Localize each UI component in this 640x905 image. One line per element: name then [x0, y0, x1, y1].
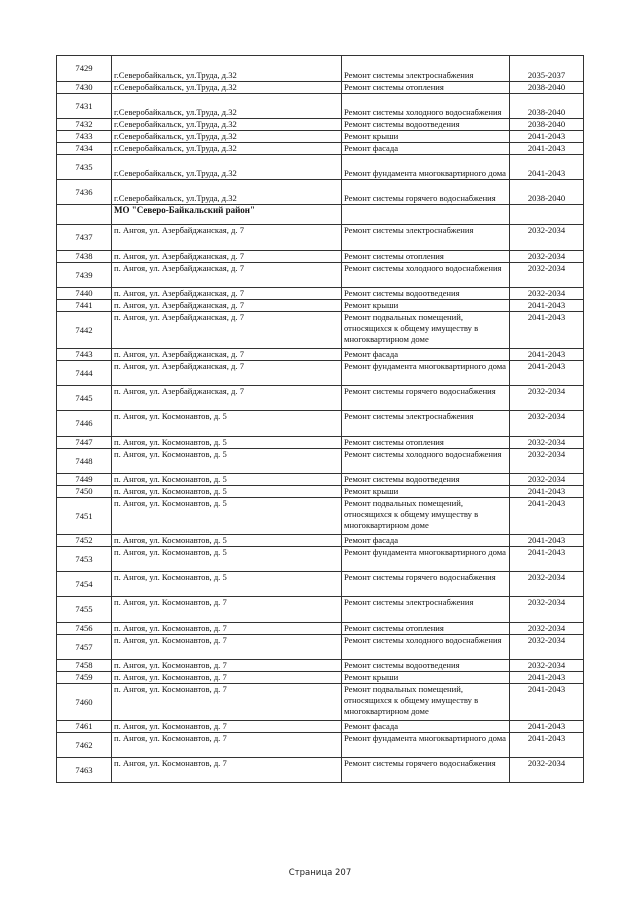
table-row — [57, 82, 584, 94]
work-cell: Ремонт подвальных помещений, относящихся к общему имуществу в многоквартирном доме — [342, 684, 510, 721]
address-cell: п. Ангоя, ул. Космонавтов, д. 7 — [112, 672, 342, 684]
row-number-cell: 7431 — [57, 94, 112, 119]
row-number-cell: 7437 — [57, 225, 112, 251]
row-number-cell: 7448 — [57, 449, 112, 474]
capital-repair-table — [56, 55, 584, 783]
table-row — [57, 733, 584, 758]
work-cell: Ремонт системы холодного водоснабжения — [342, 635, 510, 660]
address-cell: п. Ангоя, ул. Космонавтов, д. 7 — [112, 660, 342, 672]
years-cell: 2041-2043 — [510, 349, 584, 361]
years-cell: 2041-2043 — [510, 361, 584, 386]
table-row — [57, 535, 584, 547]
row-number-cell — [57, 205, 112, 225]
table-row — [57, 180, 584, 205]
years-cell: 2032-2034 — [510, 386, 584, 411]
work-cell: Ремонт крыши — [342, 131, 510, 143]
years-cell: 2032-2034 — [510, 758, 584, 783]
work-cell: Ремонт системы холодного водоснабжения — [342, 94, 510, 119]
work-cell: Ремонт подвальных помещений, относящихся к общему имуществу в многоквартирном доме — [342, 498, 510, 535]
address-cell: п. Ангоя, ул. Космонавтов, д. 7 — [112, 684, 342, 721]
address-cell: п. Ангоя, ул. Азербайджанская, д. 7 — [112, 361, 342, 386]
row-number-cell: 7453 — [57, 547, 112, 572]
years-cell: 2032-2034 — [510, 597, 584, 623]
address-cell: г.Северобайкальск, ул.Труда, д.32 — [112, 155, 342, 180]
table-row — [57, 437, 584, 449]
work-cell: Ремонт крыши — [342, 486, 510, 498]
table-row — [57, 288, 584, 300]
work-cell: Ремонт фасада — [342, 143, 510, 155]
years-cell: 2032-2034 — [510, 572, 584, 597]
work-cell: Ремонт крыши — [342, 672, 510, 684]
years-cell: 2032-2034 — [510, 449, 584, 474]
row-number-cell: 7450 — [57, 486, 112, 498]
row-number-cell: 7446 — [57, 411, 112, 437]
row-number-cell: 7447 — [57, 437, 112, 449]
years-cell: 2038-2040 — [510, 119, 584, 131]
row-number-cell: 7432 — [57, 119, 112, 131]
work-cell: Ремонт системы холодного водоснабжения — [342, 449, 510, 474]
address-cell: п. Ангоя, ул. Космонавтов, д. 7 — [112, 758, 342, 783]
work-cell: Ремонт системы холодного водоснабжения — [342, 263, 510, 288]
row-number-cell: 7459 — [57, 672, 112, 684]
row-number-cell: 7440 — [57, 288, 112, 300]
work-cell: Ремонт системы электроснабжения — [342, 56, 510, 82]
table-row — [57, 263, 584, 288]
address-cell: п. Ангоя, ул. Космонавтов, д. 5 — [112, 474, 342, 486]
row-number-cell: 7445 — [57, 386, 112, 411]
address-cell: п. Ангоя, ул. Космонавтов, д. 5 — [112, 411, 342, 437]
address-cell: г.Северобайкальск, ул.Труда, д.32 — [112, 131, 342, 143]
work-cell: Ремонт системы электроснабжения — [342, 225, 510, 251]
work-cell: Ремонт системы водоотведения — [342, 119, 510, 131]
table-row — [57, 498, 584, 535]
table-row — [57, 623, 584, 635]
work-cell: Ремонт фасада — [342, 349, 510, 361]
address-cell: п. Ангоя, ул. Азербайджанская, д. 7 — [112, 300, 342, 312]
table-row — [57, 119, 584, 131]
table-row — [57, 300, 584, 312]
years-cell: 2041-2043 — [510, 131, 584, 143]
years-cell: 2041-2043 — [510, 672, 584, 684]
row-number-cell: 7457 — [57, 635, 112, 660]
table-row — [57, 721, 584, 733]
address-cell: г.Северобайкальск, ул.Труда, д.32 — [112, 56, 342, 82]
work-cell: Ремонт системы водоотведения — [342, 660, 510, 672]
work-cell: Ремонт системы горячего водоснабжения — [342, 386, 510, 411]
years-cell: 2032-2034 — [510, 251, 584, 263]
address-cell: п. Ангоя, ул. Космонавтов, д. 5 — [112, 437, 342, 449]
address-cell: п. Ангоя, ул. Азербайджанская, д. 7 — [112, 386, 342, 411]
table-row — [57, 143, 584, 155]
table-row — [57, 251, 584, 263]
work-cell: Ремонт крыши — [342, 300, 510, 312]
years-cell: 2038-2040 — [510, 82, 584, 94]
address-cell: п. Ангоя, ул. Космонавтов, д. 7 — [112, 721, 342, 733]
work-cell: Ремонт системы электроснабжения — [342, 411, 510, 437]
address-cell: п. Ангоя, ул. Космонавтов, д. 7 — [112, 733, 342, 758]
row-number-cell: 7455 — [57, 597, 112, 623]
work-cell: Ремонт фундамента многоквартирного дома — [342, 361, 510, 386]
row-number-cell: 7434 — [57, 143, 112, 155]
row-number-cell: 7460 — [57, 684, 112, 721]
work-cell: Ремонт фундамента многоквартирного дома — [342, 155, 510, 180]
work-cell: Ремонт фундамента многоквартирного дома — [342, 547, 510, 572]
years-cell: 2041-2043 — [510, 300, 584, 312]
table-row — [57, 572, 584, 597]
years-cell: 2032-2034 — [510, 288, 584, 300]
row-number-cell: 7435 — [57, 155, 112, 180]
row-number-cell: 7449 — [57, 474, 112, 486]
table-row — [57, 225, 584, 251]
table-row — [57, 131, 584, 143]
work-cell: Ремонт системы отопления — [342, 82, 510, 94]
table-row — [57, 672, 584, 684]
table-row — [57, 312, 584, 349]
address-cell: п. Ангоя, ул. Космонавтов, д. 5 — [112, 547, 342, 572]
table-row — [57, 411, 584, 437]
years-cell: 2032-2034 — [510, 660, 584, 672]
work-cell: Ремонт системы горячего водоснабжения — [342, 180, 510, 205]
address-cell: г.Северобайкальск, ул.Труда, д.32 — [112, 94, 342, 119]
work-cell — [342, 205, 510, 225]
table-row — [57, 547, 584, 572]
address-cell: п. Ангоя, ул. Космонавтов, д. 5 — [112, 486, 342, 498]
row-number-cell: 7461 — [57, 721, 112, 733]
table-row — [57, 486, 584, 498]
address-cell: п. Ангоя, ул. Космонавтов, д. 7 — [112, 623, 342, 635]
address-cell: п. Ангоя, ул. Космонавтов, д. 5 — [112, 572, 342, 597]
years-cell: 2041-2043 — [510, 733, 584, 758]
row-number-cell: 7433 — [57, 131, 112, 143]
years-cell: 2032-2034 — [510, 474, 584, 486]
table-row — [57, 361, 584, 386]
years-cell: 2041-2043 — [510, 486, 584, 498]
years-cell: 2032-2034 — [510, 225, 584, 251]
work-cell: Ремонт системы водоотведения — [342, 474, 510, 486]
row-number-cell: 7462 — [57, 733, 112, 758]
table-row — [57, 56, 584, 82]
work-cell: Ремонт системы электроснабжения — [342, 597, 510, 623]
address-cell: п. Ангоя, ул. Космонавтов, д. 7 — [112, 635, 342, 660]
address-cell: п. Ангоя, ул. Космонавтов, д. 5 — [112, 535, 342, 547]
row-number-cell: 7441 — [57, 300, 112, 312]
years-cell: 2038-2040 — [510, 94, 584, 119]
table-row — [57, 386, 584, 411]
table-row — [57, 155, 584, 180]
address-cell: п. Ангоя, ул. Азербайджанская, д. 7 — [112, 349, 342, 361]
address-cell: п. Ангоя, ул. Космонавтов, д. 5 — [112, 449, 342, 474]
years-cell: 2041-2043 — [510, 684, 584, 721]
address-cell: п. Ангоя, ул. Азербайджанская, д. 7 — [112, 312, 342, 349]
years-cell: 2041-2043 — [510, 721, 584, 733]
work-cell: Ремонт системы водоотведения — [342, 288, 510, 300]
table-row — [57, 474, 584, 486]
table-row — [57, 349, 584, 361]
years-cell: 2032-2034 — [510, 623, 584, 635]
row-number-cell: 7430 — [57, 82, 112, 94]
work-cell: Ремонт фундамента многоквартирного дома — [342, 733, 510, 758]
address-cell: г.Северобайкальск, ул.Труда, д.32 — [112, 119, 342, 131]
years-cell: 2032-2034 — [510, 263, 584, 288]
section-title: МО "Северо-Байкальский район" — [112, 205, 342, 225]
table-row — [57, 758, 584, 783]
address-cell: г.Северобайкальск, ул.Труда, д.32 — [112, 82, 342, 94]
years-cell: 2035-2037 — [510, 56, 584, 82]
years-cell: 2041-2043 — [510, 535, 584, 547]
row-number-cell: 7438 — [57, 251, 112, 263]
row-number-cell: 7456 — [57, 623, 112, 635]
address-cell: п. Ангоя, ул. Азербайджанская, д. 7 — [112, 263, 342, 288]
years-cell: 2041-2043 — [510, 155, 584, 180]
years-cell: 2032-2034 — [510, 437, 584, 449]
page-number: Страница 207 — [288, 868, 352, 878]
row-number-cell: 7439 — [57, 263, 112, 288]
address-cell: п. Ангоя, ул. Космонавтов, д. 5 — [112, 498, 342, 535]
years-cell — [510, 205, 584, 225]
table-row — [57, 684, 584, 721]
address-cell: п. Ангоя, ул. Азербайджанская, д. 7 — [112, 288, 342, 300]
table-row — [57, 635, 584, 660]
row-number-cell: 7452 — [57, 535, 112, 547]
row-number-cell: 7454 — [57, 572, 112, 597]
years-cell: 2041-2043 — [510, 498, 584, 535]
work-cell: Ремонт фасада — [342, 535, 510, 547]
work-cell: Ремонт системы отопления — [342, 251, 510, 263]
row-number-cell: 7436 — [57, 180, 112, 205]
row-number-cell: 7458 — [57, 660, 112, 672]
table-row — [57, 94, 584, 119]
section-row — [57, 205, 584, 225]
row-number-cell: 7442 — [57, 312, 112, 349]
row-number-cell: 7444 — [57, 361, 112, 386]
work-cell: Ремонт системы горячего водоснабжения — [342, 758, 510, 783]
years-cell: 2038-2040 — [510, 180, 584, 205]
work-cell: Ремонт подвальных помещений, относящихся к общему имуществу в многоквартирном доме — [342, 312, 510, 349]
table-body — [57, 56, 584, 783]
work-cell: Ремонт фасада — [342, 721, 510, 733]
work-cell: Ремонт системы горячего водоснабжения — [342, 572, 510, 597]
address-cell: г.Северобайкальск, ул.Труда, д.32 — [112, 180, 342, 205]
work-cell: Ремонт системы отопления — [342, 623, 510, 635]
row-number-cell: 7451 — [57, 498, 112, 535]
address-cell: г.Северобайкальск, ул.Труда, д.32 — [112, 143, 342, 155]
table-row — [57, 660, 584, 672]
address-cell: п. Ангоя, ул. Азербайджанская, д. 7 — [112, 225, 342, 251]
table-row — [57, 449, 584, 474]
work-cell: Ремонт системы отопления — [342, 437, 510, 449]
years-cell: 2041-2043 — [510, 143, 584, 155]
years-cell: 2032-2034 — [510, 635, 584, 660]
address-cell: п. Ангоя, ул. Азербайджанская, д. 7 — [112, 251, 342, 263]
row-number-cell: 7463 — [57, 758, 112, 783]
years-cell: 2041-2043 — [510, 312, 584, 349]
years-cell: 2041-2043 — [510, 547, 584, 572]
address-cell: п. Ангоя, ул. Космонавтов, д. 7 — [112, 597, 342, 623]
row-number-cell: 7429 — [57, 56, 112, 82]
table-row — [57, 597, 584, 623]
years-cell: 2032-2034 — [510, 411, 584, 437]
row-number-cell: 7443 — [57, 349, 112, 361]
